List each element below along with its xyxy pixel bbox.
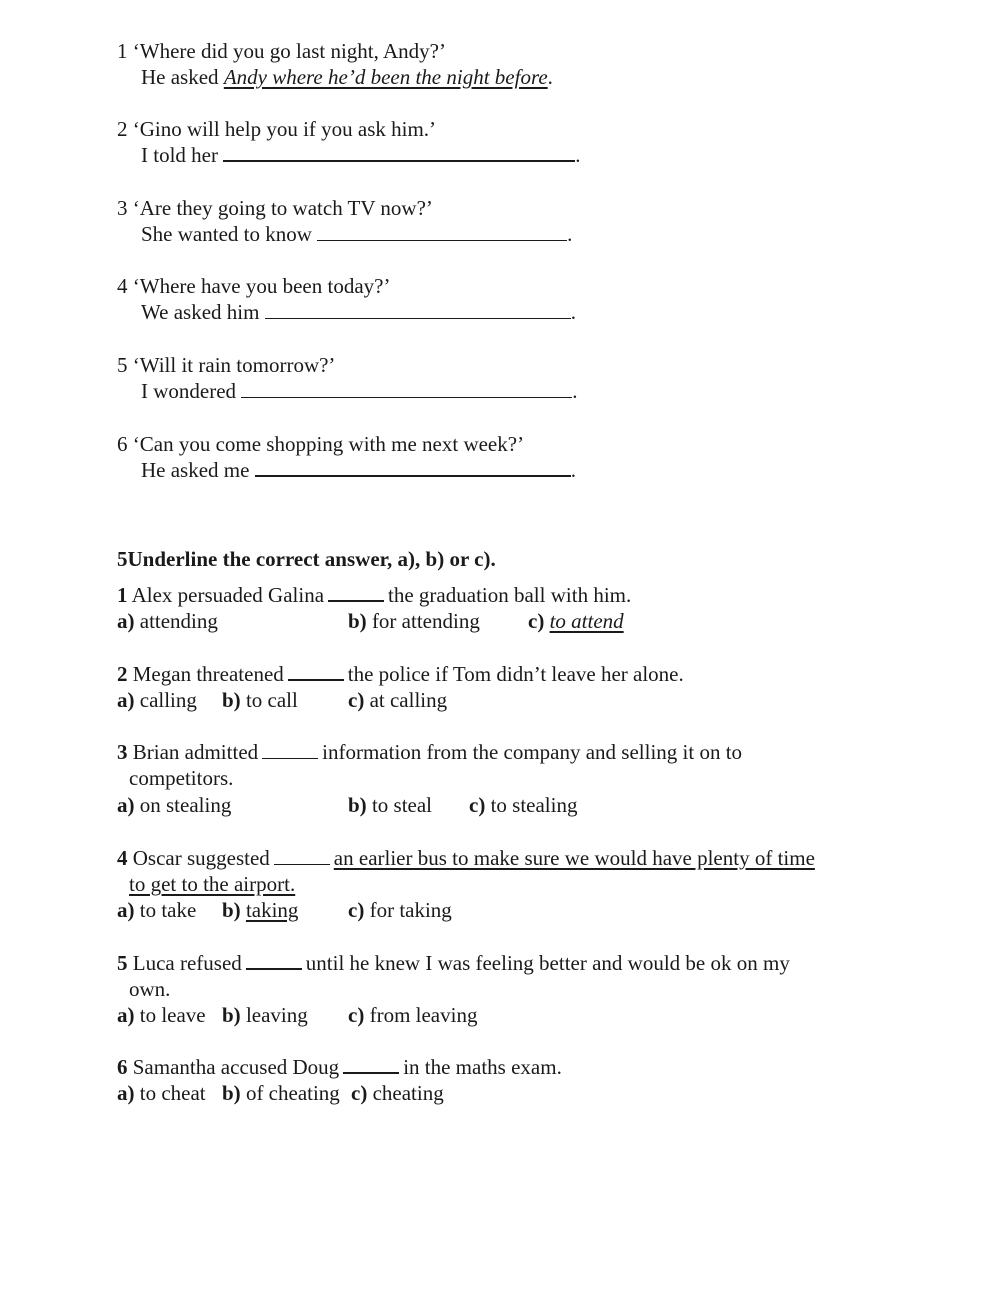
q1-option-b[interactable] xyxy=(348,608,480,634)
direct-quote: ‘Will it rain tomorrow?’ xyxy=(132,353,336,377)
question-post: the graduation ball with him. xyxy=(388,583,632,607)
option-text: cheating xyxy=(372,1081,444,1105)
question-cont-underlined: to get to the airport. xyxy=(129,872,296,896)
q6-option-c[interactable] xyxy=(351,1080,444,1106)
option-text: to call xyxy=(245,688,298,712)
option-label: b) xyxy=(222,1081,241,1105)
reported-stem: I wondered xyxy=(141,379,237,403)
option-text: on stealing xyxy=(139,793,232,817)
option-text: leaving xyxy=(245,1003,308,1027)
question-pre: Alex persuaded Galina xyxy=(131,583,325,607)
item-5-quote xyxy=(117,352,335,378)
sentence-end: . xyxy=(570,458,576,482)
item-3-quote xyxy=(117,195,433,221)
option-text: of cheating xyxy=(245,1081,340,1105)
item-6-reported xyxy=(141,457,576,483)
question-pre: Samantha accused Doug xyxy=(132,1055,340,1079)
gap-blank[interactable] xyxy=(262,740,318,759)
q3-option-c[interactable] xyxy=(469,792,577,818)
question-1 xyxy=(117,582,631,608)
section-title: Underline the correct answer, a), b) or c). xyxy=(127,547,496,571)
option-text: from leaving xyxy=(369,1003,478,1027)
item-2-quote xyxy=(117,116,436,142)
gap-blank[interactable] xyxy=(328,582,384,602)
option-text: attending xyxy=(139,609,218,633)
reported-stem: He asked xyxy=(141,65,219,89)
option-label: c) xyxy=(348,898,365,922)
question-post: until he knew I was feeling better and would be ok on my xyxy=(305,951,790,975)
q6-option-b[interactable] xyxy=(222,1080,340,1106)
option-label: b) xyxy=(222,898,241,922)
question-number: 5 xyxy=(117,951,128,975)
option-label: a) xyxy=(117,1003,135,1027)
answer-blank[interactable] xyxy=(317,222,567,241)
item-number: 6 xyxy=(117,432,128,456)
item-1-reported xyxy=(141,64,553,90)
question-pre: Oscar suggested xyxy=(132,846,270,870)
option-label: c) xyxy=(348,688,365,712)
option-label: b) xyxy=(222,1003,241,1027)
gap-blank[interactable] xyxy=(246,950,302,970)
sentence-end: . xyxy=(572,379,578,403)
section-5-heading xyxy=(117,546,496,572)
item-4-quote xyxy=(117,273,390,299)
question-post: information from the company and selling it on to xyxy=(322,740,743,764)
q2-option-b[interactable] xyxy=(222,687,298,713)
sentence-end: . xyxy=(547,65,553,89)
reported-stem: He asked me xyxy=(141,458,250,482)
option-text: for taking xyxy=(369,898,452,922)
reported-stem: We asked him xyxy=(141,300,260,324)
question-4 xyxy=(117,845,815,871)
item-3-reported xyxy=(141,221,572,247)
q4-option-b[interactable] xyxy=(222,897,298,923)
option-text-underlined: taking xyxy=(245,898,299,922)
q4-option-a[interactable] xyxy=(117,897,196,923)
answer-blank[interactable] xyxy=(255,457,571,477)
q3-option-b[interactable] xyxy=(348,792,432,818)
q6-option-a[interactable] xyxy=(117,1080,206,1106)
q1-option-a[interactable] xyxy=(117,608,218,634)
option-text: to leave xyxy=(139,1003,206,1027)
section-number: 5 xyxy=(117,547,128,571)
option-text: to stealing xyxy=(490,793,578,817)
question-number: 2 xyxy=(117,662,128,686)
q2-option-c[interactable] xyxy=(348,687,447,713)
item-6-quote xyxy=(117,431,524,457)
question-3 xyxy=(117,739,742,765)
answer-blank[interactable] xyxy=(223,142,575,162)
direct-quote: ‘Are they going to watch TV now?’ xyxy=(132,196,433,220)
q5-option-a[interactable] xyxy=(117,1002,206,1028)
option-text: to take xyxy=(139,898,197,922)
q1-option-c[interactable] xyxy=(528,608,624,634)
option-text: for attending xyxy=(371,609,480,633)
item-number: 4 xyxy=(117,274,128,298)
question-number: 4 xyxy=(117,846,128,870)
q5-option-c[interactable] xyxy=(348,1002,477,1028)
question-cont: own. xyxy=(129,977,171,1001)
option-text: at calling xyxy=(369,688,448,712)
item-number: 2 xyxy=(117,117,128,141)
answer-blank[interactable] xyxy=(241,379,572,398)
answer-blank[interactable] xyxy=(265,300,571,319)
option-label: b) xyxy=(348,793,367,817)
option-text: to cheat xyxy=(139,1081,206,1105)
reported-stem: I told her xyxy=(141,143,218,167)
question-5-continuation xyxy=(129,976,170,1002)
option-label: c) xyxy=(351,1081,368,1105)
direct-quote: ‘Can you come shopping with me next week?’ xyxy=(132,432,525,456)
question-pre: Megan threatened xyxy=(132,662,284,686)
question-number: 6 xyxy=(117,1055,128,1079)
direct-quote: ‘Gino will help you if you ask him.’ xyxy=(132,117,437,141)
question-number: 3 xyxy=(117,740,128,764)
item-number: 1 xyxy=(117,39,128,63)
question-3-continuation xyxy=(129,765,233,791)
option-text-underlined: to attend xyxy=(549,609,624,633)
question-post: in the maths exam. xyxy=(403,1055,562,1079)
option-label: a) xyxy=(117,793,135,817)
question-5 xyxy=(117,950,790,976)
question-6 xyxy=(117,1054,562,1080)
question-post-underlined: an earlier bus to make sure we would have plenty of time xyxy=(333,846,815,870)
item-number: 5 xyxy=(117,353,128,377)
question-pre: Brian admitted xyxy=(132,740,259,764)
example-answer: Andy where he’d been the night before xyxy=(223,65,548,89)
option-label: a) xyxy=(117,898,135,922)
q4-option-c[interactable] xyxy=(348,897,452,923)
option-label: b) xyxy=(348,609,367,633)
direct-quote: ‘Where have you been today?’ xyxy=(132,274,391,298)
option-label: a) xyxy=(117,609,135,633)
question-cont: competitors. xyxy=(129,766,234,790)
option-label: a) xyxy=(117,688,135,712)
option-label: c) xyxy=(348,1003,365,1027)
gap-blank[interactable] xyxy=(274,846,330,865)
direct-quote: ‘Where did you go last night, Andy?’ xyxy=(132,39,446,63)
option-label: c) xyxy=(528,609,545,633)
gap-blank[interactable] xyxy=(343,1054,399,1074)
item-2-reported xyxy=(141,142,580,168)
item-1-quote xyxy=(117,38,446,64)
item-4-reported xyxy=(141,299,576,325)
q3-option-a[interactable] xyxy=(117,792,231,818)
option-text: to steal xyxy=(371,793,433,817)
gap-blank[interactable] xyxy=(288,661,344,681)
sentence-end: . xyxy=(570,300,576,324)
q2-option-a[interactable] xyxy=(117,687,197,713)
q5-option-b[interactable] xyxy=(222,1002,308,1028)
option-text: calling xyxy=(139,688,197,712)
option-label: b) xyxy=(222,688,241,712)
question-4-continuation xyxy=(129,871,295,897)
sentence-end: . xyxy=(567,222,573,246)
question-post: the police if Tom didn’t leave her alone. xyxy=(347,662,684,686)
reported-stem: She wanted to know xyxy=(141,222,312,246)
question-pre: Luca refused xyxy=(132,951,242,975)
option-label: c) xyxy=(469,793,486,817)
item-5-reported xyxy=(141,378,578,404)
question-2 xyxy=(117,661,684,687)
option-label: a) xyxy=(117,1081,135,1105)
question-number: 1 xyxy=(117,583,128,607)
item-number: 3 xyxy=(117,196,128,220)
sentence-end: . xyxy=(575,143,581,167)
